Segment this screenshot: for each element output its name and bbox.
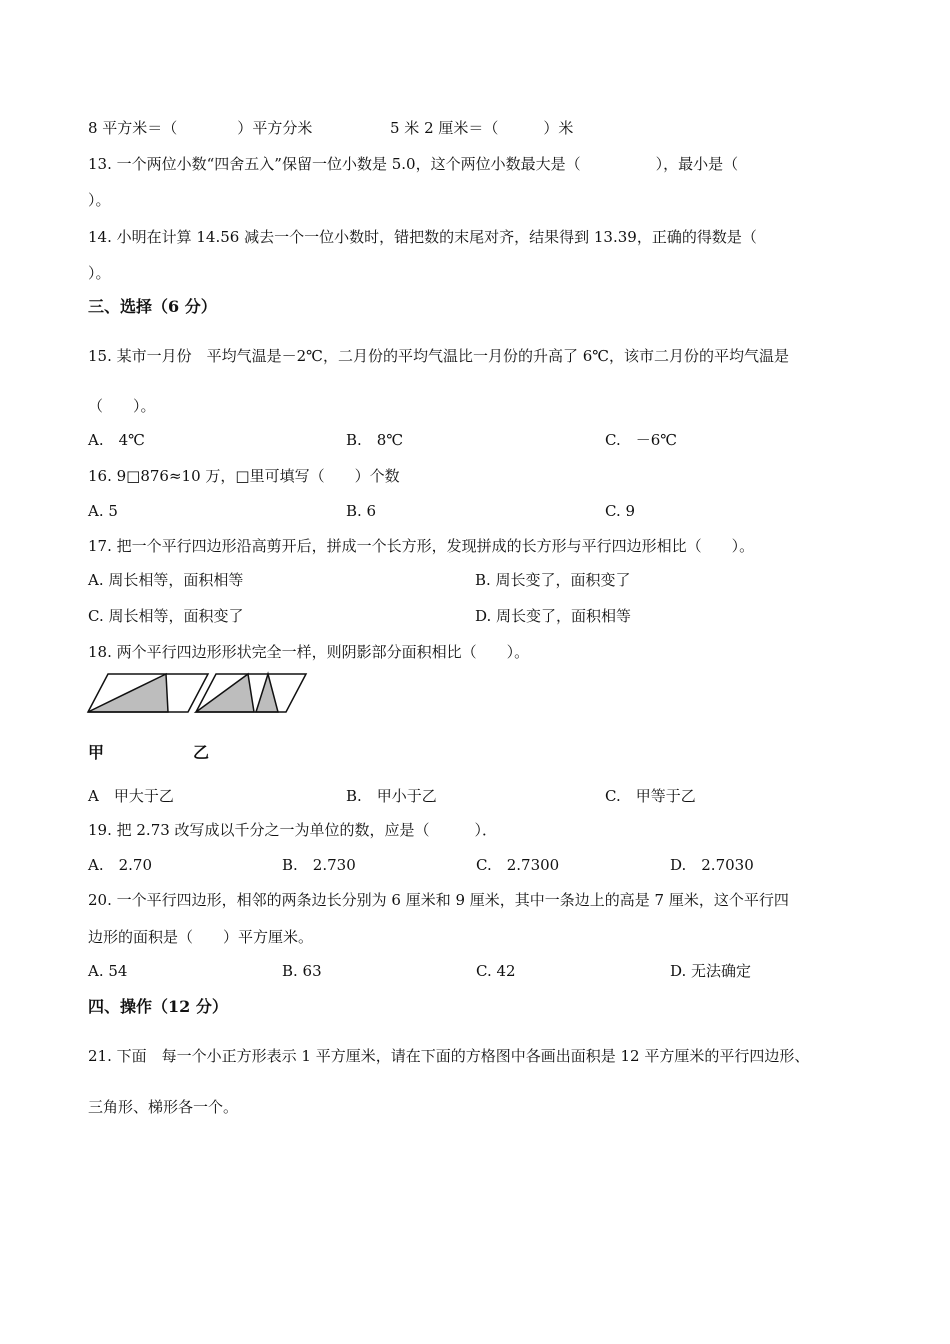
- q19-option-b: B. 2.730: [282, 856, 356, 874]
- q17-stem: 17. 把一个平行四边形沿高剪开后，拼成一个长方形，发现拼成的长方形与平行四边形相比（ ）。: [88, 537, 755, 555]
- q16-option-c: C. 9: [605, 502, 636, 520]
- q18-stem: 18. 两个平行四边形形状完全一样，则阴影部分面积相比（ ）。: [88, 643, 530, 661]
- q18-option-c: C. 甲等于乙: [605, 787, 696, 805]
- section-3-title: 三、选择（6 分）: [88, 297, 217, 316]
- q15-option-b: B. 8℃: [346, 431, 404, 449]
- q17-option-c: C. 周长相等，面积变了: [88, 607, 244, 625]
- figure-a-shaded-triangle: [88, 674, 168, 712]
- q15-line1: 15. 某市一月份 平均气温是－2℃，二月份的平均气温比一月份的升高了 6℃，该市二月份的平均气温是: [88, 347, 790, 365]
- q14-line1: 14. 小明在计算 14.56 减去一个一位小数时，错把数的末尾对齐，结果得到 13.39，正确的得数是（: [88, 228, 757, 246]
- q13-line1: 13. 一个两位小数“四舍五入”保留一位小数是 5.0，这个两位小数最大是（ ），最小是（: [88, 155, 739, 173]
- q15-line2: （ ）。: [88, 397, 156, 415]
- figure-b-label: 乙: [193, 743, 210, 762]
- q15-option-a: A. 4℃: [88, 431, 145, 449]
- parallelogram-figures: [84, 670, 314, 716]
- q18-option-b: B. 甲小于乙: [346, 787, 437, 805]
- figure-a-label: 甲: [88, 743, 105, 762]
- q19-stem: 19. 把 2.73 改写成以千分之一为单位的数，应是（ ）．: [88, 821, 498, 839]
- q16-option-a: A. 5: [88, 502, 118, 520]
- q19-option-c: C. 2.7300: [476, 856, 560, 874]
- q20-line2: 边形的面积是（ ）平方厘米。: [88, 928, 314, 946]
- q13-line2: ）。: [88, 191, 111, 209]
- q12-left: 8 平方米＝（ ）平方分米: [88, 119, 313, 137]
- q20-option-c: C. 42: [476, 962, 516, 980]
- q14-line2: ）。: [88, 264, 111, 282]
- q17-option-a: A. 周长相等，面积相等: [88, 571, 244, 589]
- q21-line1: 21. 下面 每一个小正方形表示 1 平方厘米，请在下面的方格图中各画出面积是 12 平方厘米的平行四边形、: [88, 1047, 810, 1065]
- figure-b-shaded-triangle-2: [256, 674, 278, 712]
- q20-option-b: B. 63: [282, 962, 322, 980]
- q16-stem: 16. 9□876≈10 万，□里可填写（ ）个数: [88, 467, 400, 485]
- q20-option-a: A. 54: [88, 962, 128, 980]
- q21-line2: 三角形、梯形各一个。: [88, 1098, 239, 1116]
- q12-right: 5 米 2 厘米＝（ ）米: [390, 119, 574, 137]
- q18-option-a: A 甲大于乙: [88, 787, 174, 805]
- q17-option-b: B. 周长变了，面积变了: [475, 571, 631, 589]
- section-4-title: 四、操作（12 分）: [88, 997, 228, 1016]
- q20-line1: 20. 一个平行四边形，相邻的两条边长分别为 6 厘米和 9 厘米，其中一条边上的高是 7 厘米，这个平行四: [88, 891, 789, 909]
- q17-option-d: D. 周长变了，面积相等: [475, 607, 632, 625]
- q20-option-d: D. 无法确定: [670, 962, 752, 980]
- q19-option-d: D. 2.7030: [670, 856, 754, 874]
- q16-option-b: B. 6: [346, 502, 377, 520]
- q19-option-a: A. 2.70: [88, 856, 152, 874]
- q15-option-c: C. －6℃: [605, 431, 678, 449]
